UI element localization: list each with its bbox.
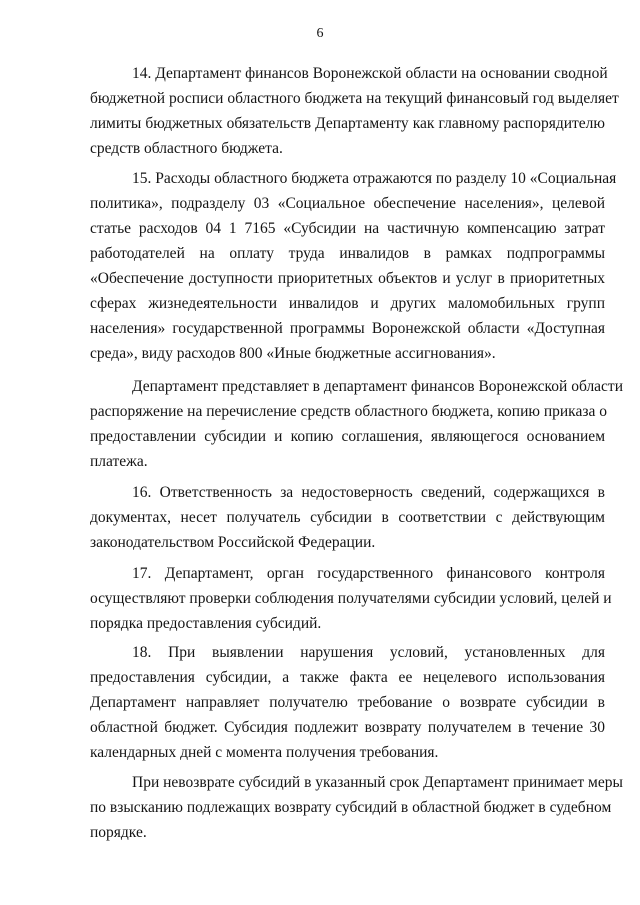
text-line: бюджетной росписи областного бюджета на текущий финансовый год выделяет xyxy=(90,90,619,107)
text-line: работодателей на оплату труда инвалидов в рамках подпрограммы xyxy=(90,245,605,262)
text-line: «Обеспечение доступности приоритетных объектов и услуг в приоритетных xyxy=(90,270,605,287)
text-line: по взысканию подлежащих возврату субсидий в областной бюджет в судебном xyxy=(90,799,612,816)
text-line: населения» государственной программы Воронежской области «Доступная xyxy=(90,320,605,337)
paragraph-16 xyxy=(90,480,605,555)
text-line: 18. При выявлении нарушения условий, установленных для xyxy=(132,644,605,661)
text-line: средств областного бюджета. xyxy=(90,140,283,157)
text-line: предоставления субсидии, а также факта ее нецелевого использования xyxy=(90,669,605,686)
paragraph-18-continued xyxy=(90,770,623,845)
paragraph-15-continued xyxy=(90,374,624,474)
text-line: календарных дней с момента получения требования. xyxy=(90,744,439,761)
text-line: Департамент направляет получателю требование о возврате субсидии в xyxy=(90,694,605,711)
paragraph-15 xyxy=(90,166,617,366)
text-line: областной бюджет. Субсидия подлежит возврату получателем в течение 30 xyxy=(90,719,605,736)
text-line: сферах жизнедеятельности инвалидов и других маломобильных групп xyxy=(90,295,605,312)
paragraph-14 xyxy=(90,61,619,161)
text-line: документах, несет получатель субсидии в соответствии с действующим xyxy=(90,509,605,526)
text-line: 14. Департамент финансов Воронежской области на основании сводной xyxy=(132,65,608,82)
text-line: лимиты бюджетных обязательств Департаменту как главному распорядителю xyxy=(90,115,605,132)
text-line: порядка предоставления субсидий. xyxy=(90,615,322,632)
page-number: 6 xyxy=(316,26,324,41)
text-line: 17. Департамент, орган государственного финансового контроля xyxy=(132,565,605,582)
text-line: осуществляют проверки соблюдения получателями субсидии условий, целей и xyxy=(90,590,612,607)
text-line: Департамент представляет в департамент финансов Воронежской области xyxy=(132,378,624,395)
paragraph-18 xyxy=(90,640,605,765)
text-line: 16. Ответственность за недостоверность сведений, содержащихся в xyxy=(132,484,605,501)
text-line: 15. Расходы областного бюджета отражаются по разделу 10 «Социальная xyxy=(132,170,617,187)
text-line: При невозврате субсидий в указанный срок Департамент принимает меры xyxy=(132,774,623,791)
text-line: платежа. xyxy=(90,453,148,470)
text-line: законодательством Российской Федерации. xyxy=(90,534,376,551)
text-line: порядке. xyxy=(90,824,147,841)
text-line: статье расходов 04 1 7165 «Субсидии на частичную компенсацию затрат xyxy=(90,220,605,237)
paragraph-17 xyxy=(90,561,612,636)
text-line: предоставлении субсидии и копию соглашения, являющегося основанием xyxy=(90,428,605,445)
text-line: распоряжение на перечисление средств областного бюджета, копию приказа о xyxy=(90,403,607,420)
text-line: политика», подразделу 03 «Социальное обеспечение населения», целевой xyxy=(90,195,605,212)
text-line: среда», виду расходов 800 «Иные бюджетные ассигнования». xyxy=(90,345,496,362)
